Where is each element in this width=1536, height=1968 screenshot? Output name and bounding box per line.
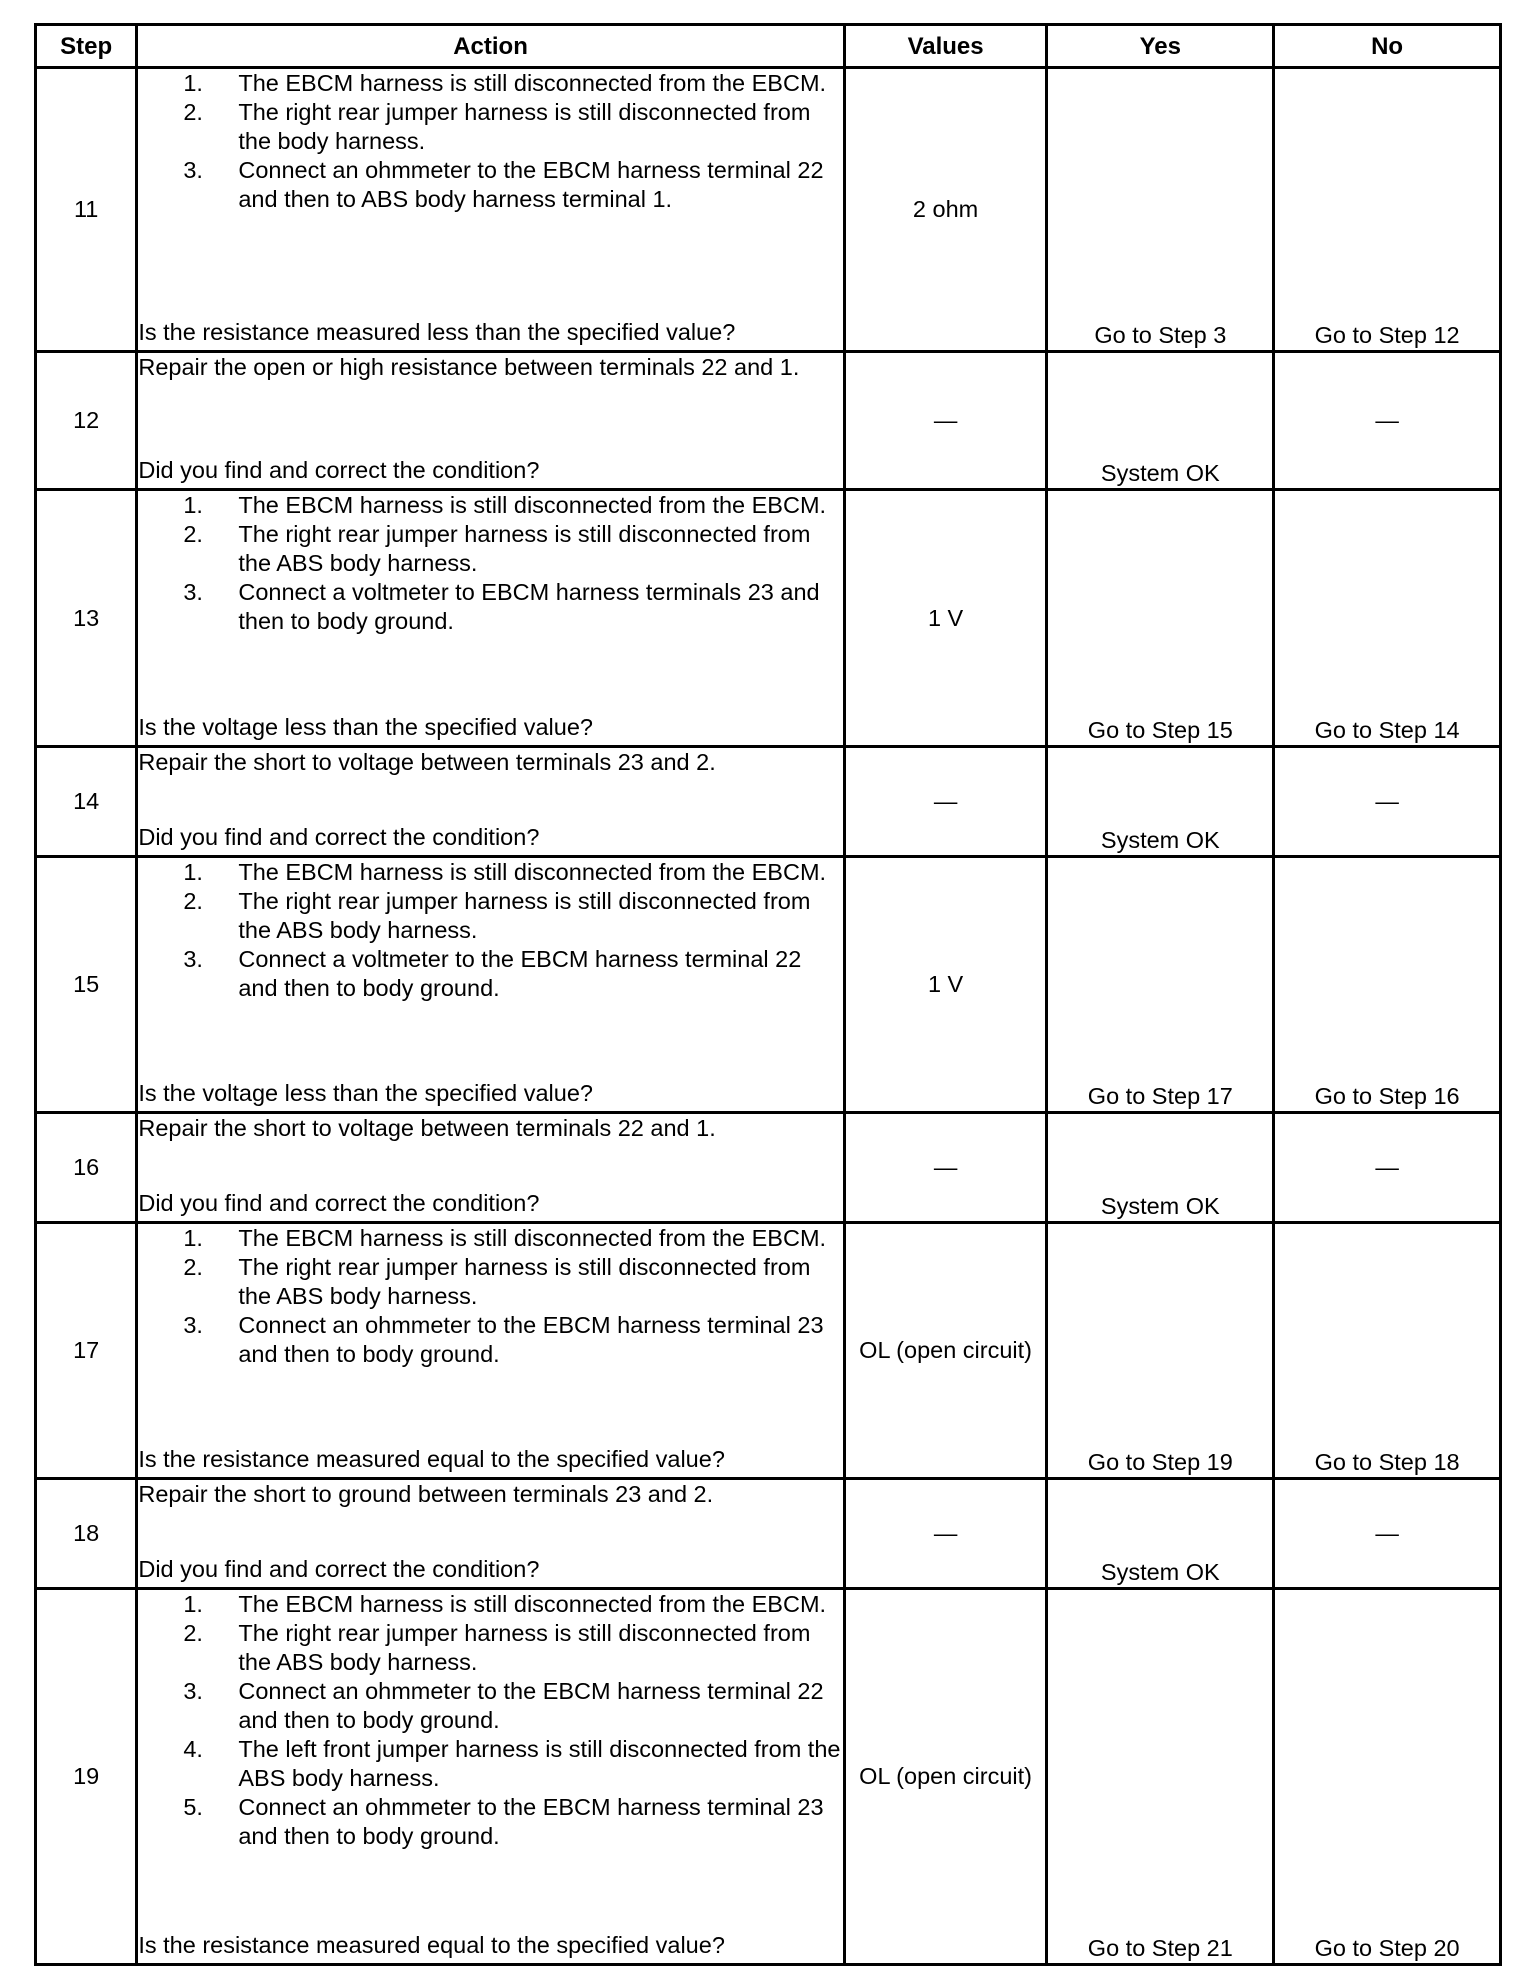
question-text: Did you find and correct the condition? [138, 1190, 540, 1216]
list-item [138, 887, 842, 945]
table-row [36, 1589, 1501, 1965]
item-number: 2. [183, 888, 203, 914]
yes-cell: Go to Step 17 [1047, 857, 1274, 1113]
item-number: 3. [183, 1678, 203, 1704]
no-cell: Go to Step 18 [1274, 1223, 1501, 1479]
list-item [138, 1253, 842, 1311]
item-number: 2. [183, 1620, 203, 1646]
item-number: 2. [183, 521, 203, 547]
no-cell: Go to Step 16 [1274, 857, 1501, 1113]
step-number: 19 [36, 1589, 137, 1965]
item-number: 2. [183, 99, 203, 125]
yes-cell: System OK [1047, 1479, 1274, 1589]
header-action: Action [137, 25, 844, 68]
item-text: Connect an ohmmeter to the EBCM harness terminal 22 and then to body ground. [238, 1678, 824, 1733]
header-step: Step [36, 25, 137, 68]
item-text: The EBCM harness is still disconnected from the EBCM. [238, 70, 827, 96]
item-text: The EBCM harness is still disconnected from the EBCM. [238, 1591, 827, 1617]
item-text: The EBCM harness is still disconnected from the EBCM. [238, 492, 827, 518]
action-cell [137, 352, 844, 490]
item-text: Connect a voltmeter to the EBCM harness terminal 22 and then to body ground. [238, 946, 802, 1001]
question-text: Is the resistance measured equal to the specified value? [138, 1446, 725, 1472]
header-yes: Yes [1047, 25, 1274, 68]
step-number: 15 [36, 857, 137, 1113]
list-item [138, 69, 842, 98]
action-text: Repair the short to voltage between terminals 22 and 1. [138, 1115, 716, 1141]
table-row [36, 747, 1501, 857]
item-number: 3. [183, 157, 203, 183]
item-number: 1. [183, 859, 203, 885]
item-text: The right rear jumper harness is still disconnected from the body harness. [238, 99, 811, 154]
question-text: Is the resistance measured less than the specified value? [138, 319, 736, 345]
table-row [36, 490, 1501, 747]
header-values: Values [844, 25, 1047, 68]
action-cell [137, 490, 844, 747]
action-list [138, 69, 842, 214]
item-text: The EBCM harness is still disconnected from the EBCM. [238, 1225, 827, 1251]
step-number: 11 [36, 68, 137, 352]
item-number: 2. [183, 1254, 203, 1280]
no-cell: Go to Step 14 [1274, 490, 1501, 747]
value-cell: 2 ohm [844, 68, 1047, 352]
item-text: Connect a voltmeter to EBCM harness terminals 23 and then to body ground. [238, 579, 820, 634]
table-row [36, 1223, 1501, 1479]
item-number: 3. [183, 1312, 203, 1338]
question-text: Did you find and correct the condition? [138, 1556, 540, 1582]
list-item [138, 1619, 842, 1677]
item-number: 1. [183, 70, 203, 96]
action-text: Repair the short to voltage between terminals 23 and 2. [138, 749, 716, 775]
yes-cell: Go to Step 19 [1047, 1223, 1274, 1479]
list-item [138, 578, 842, 636]
list-item [138, 1677, 842, 1735]
step-number: 18 [36, 1479, 137, 1589]
action-list [138, 858, 842, 1003]
item-text: Connect an ohmmeter to the EBCM harness terminal 23 and then to body ground. [238, 1794, 824, 1849]
action-list [138, 1224, 842, 1369]
list-item [138, 945, 842, 1003]
value-cell: — [844, 1113, 1047, 1223]
diagnostic-table [34, 23, 1502, 1966]
value-cell: 1 V [844, 857, 1047, 1113]
value-cell: — [844, 352, 1047, 490]
action-cell [137, 1223, 844, 1479]
action-cell [137, 857, 844, 1113]
item-text: The EBCM harness is still disconnected from the EBCM. [238, 859, 827, 885]
no-cell: Go to Step 12 [1274, 68, 1501, 352]
item-number: 1. [183, 1225, 203, 1251]
no-cell: — [1274, 1479, 1501, 1589]
no-cell: — [1274, 747, 1501, 857]
list-item [138, 1793, 842, 1851]
item-text: Connect an ohmmeter to the EBCM harness terminal 23 and then to body ground. [238, 1312, 824, 1367]
yes-cell: System OK [1047, 1113, 1274, 1223]
step-number: 12 [36, 352, 137, 490]
table-row [36, 352, 1501, 490]
value-cell: — [844, 747, 1047, 857]
step-number: 14 [36, 747, 137, 857]
table-row [36, 1479, 1501, 1589]
action-cell [137, 68, 844, 352]
no-cell: Go to Step 20 [1274, 1589, 1501, 1965]
list-item [138, 491, 842, 520]
item-number: 5. [183, 1794, 203, 1820]
question-text: Is the resistance measured equal to the specified value? [138, 1932, 725, 1958]
action-cell [137, 1589, 844, 1965]
question-text: Did you find and correct the condition? [138, 457, 540, 483]
step-number: 13 [36, 490, 137, 747]
value-cell: OL (open circuit) [844, 1223, 1047, 1479]
value-cell: OL (open circuit) [844, 1589, 1047, 1965]
action-cell [137, 747, 844, 857]
header-row [36, 25, 1501, 68]
item-text: The left front jumper harness is still disconnected from the ABS body harness. [238, 1736, 841, 1791]
item-text: The right rear jumper harness is still disconnected from the ABS body harness. [238, 1254, 811, 1309]
item-text: Connect an ohmmeter to the EBCM harness terminal 22 and then to ABS body harness terminal 1. [238, 157, 824, 212]
list-item [138, 98, 842, 156]
action-list [138, 491, 842, 636]
table-row [36, 68, 1501, 352]
question-text: Is the voltage less than the specified value? [138, 714, 593, 740]
list-item [138, 520, 842, 578]
action-cell [137, 1113, 844, 1223]
yes-cell: System OK [1047, 747, 1274, 857]
table-row [36, 1113, 1501, 1223]
item-text: The right rear jumper harness is still disconnected from the ABS body harness. [238, 521, 811, 576]
question-text: Did you find and correct the condition? [138, 824, 540, 850]
yes-cell: System OK [1047, 352, 1274, 490]
action-text: Repair the open or high resistance between terminals 22 and 1. [138, 354, 800, 380]
item-number: 3. [183, 946, 203, 972]
list-item [138, 1311, 842, 1369]
value-cell: 1 V [844, 490, 1047, 747]
no-cell: — [1274, 352, 1501, 490]
item-number: 3. [183, 579, 203, 605]
list-item [138, 1735, 842, 1793]
action-text: Repair the short to ground between terminals 23 and 2. [138, 1481, 714, 1507]
item-text: The right rear jumper harness is still disconnected from the ABS body harness. [238, 1620, 811, 1675]
list-item [138, 156, 842, 214]
yes-cell: Go to Step 21 [1047, 1589, 1274, 1965]
table-row [36, 857, 1501, 1113]
no-cell: — [1274, 1113, 1501, 1223]
yes-cell: Go to Step 15 [1047, 490, 1274, 747]
item-number: 4. [183, 1736, 203, 1762]
step-number: 16 [36, 1113, 137, 1223]
list-item [138, 1590, 842, 1619]
list-item [138, 858, 842, 887]
header-no: No [1274, 25, 1501, 68]
item-number: 1. [183, 492, 203, 518]
action-cell [137, 1479, 844, 1589]
item-number: 1. [183, 1591, 203, 1617]
list-item [138, 1224, 842, 1253]
value-cell: — [844, 1479, 1047, 1589]
yes-cell: Go to Step 3 [1047, 68, 1274, 352]
question-text: Is the voltage less than the specified value? [138, 1080, 593, 1106]
item-text: The right rear jumper harness is still disconnected from the ABS body harness. [238, 888, 811, 943]
action-list [138, 1590, 842, 1851]
step-number: 17 [36, 1223, 137, 1479]
